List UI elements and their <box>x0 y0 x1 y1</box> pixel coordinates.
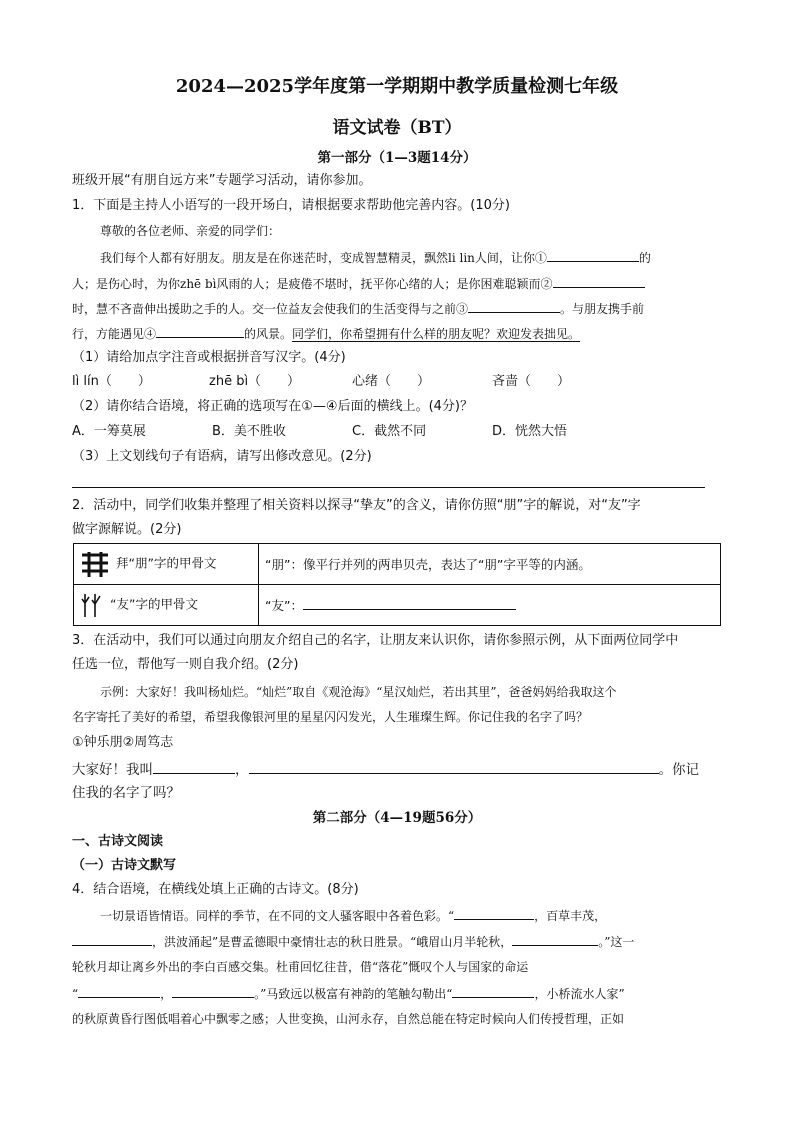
oracle-bone-table <box>73 543 721 626</box>
q1-passage-text: 人；是伤心时，为你zhē bì风雨的人；是疲倦不堪时，抚平你心绪的人；是你困难聪颖而② <box>72 277 553 291</box>
q4-line3: 轮秋月却让离乡外出的李白百感交集。杜甫回忆往昔，借“落花”慨叹个人与国家的命运 <box>72 960 529 974</box>
blank-4[interactable] <box>156 324 244 338</box>
q1-greeting: 尊敬的各位老师、亲爱的同学们： <box>100 224 281 238</box>
q2-stem-line2: 做字源解说。(2分) <box>72 522 182 537</box>
name-blank[interactable] <box>153 760 235 774</box>
q1-passage-text: 。与朋友携手前 <box>560 302 645 316</box>
q4-text: 。”马致远以极富有神韵的笔触勾勒出“ <box>254 987 453 1001</box>
q3-answer-line2: 住我的名字了吗？ <box>72 785 180 801</box>
q3-answer-text: 大家好！我叫 <box>72 762 153 778</box>
q4-text: ，洪波涌起”是曹孟德眼中豪情壮志的秋日胜景。“峨眉山月半轮秋， <box>152 935 513 949</box>
page-title: 2024—2025学年度第一学期期中教学质量检测七年级 <box>175 76 619 97</box>
q3-example-line1: 示例：大家好！我叫杨灿烂。“灿烂”取自《观沧海》“星汉灿烂，若出其里”，爸爸妈妈给我取这个 <box>100 685 617 699</box>
q1-sub3: （3）上文划线句子有语病，请写出修改意见。(2分) <box>72 449 372 464</box>
oracle-peng-glyph-icon <box>80 550 110 578</box>
q1-passage-text: 我们每个人都有好朋友。朋友是在你迷茫时，变成智慧精灵，飘然li lin人间，让你① <box>100 251 547 265</box>
q4-text: 。”这一 <box>598 935 635 949</box>
part1-heading: 第一部分（1—3题14分） <box>317 150 477 166</box>
option-c: C．截然不同 <box>352 424 427 439</box>
q4-line5: 的秋原黄昏行图低唱着心中飘零之感；人世变换，山河永存，自然总能在特定时候向人们传授哲理，正如 <box>72 1012 625 1026</box>
option-b: B．美不胜收 <box>212 424 286 439</box>
q2-stem-line1: 2．活动中，同学们收集并整理了相关资料以探寻“挚友”的含义，请你仿照“朋”字的解说，对“友”字 <box>72 498 641 513</box>
table-label-cell <box>74 585 259 626</box>
poem-blank-5[interactable] <box>172 984 254 998</box>
q3-answer-line1 <box>72 760 722 779</box>
section-heading: 一、古诗文阅读 <box>72 834 164 849</box>
table-text-cell: “朋”：像平行并列的两串贝壳，表达了“朋”字平等的内涵。 <box>259 544 721 585</box>
option-a: A．一筹莫展 <box>72 424 146 439</box>
q4-text: ，小桥流水人家” <box>534 987 625 1001</box>
poem-blank-3[interactable] <box>512 932 598 946</box>
q1-passage-line2 <box>72 274 722 293</box>
part1-intro: 班级开展“有朋自远方来”专题学习活动，请你参加。 <box>72 173 372 188</box>
q1-stem: 1．下面是主持人小语写的一段开场白，请根据要求帮助他完善内容。(10分) <box>72 198 510 213</box>
q1-passage-text: 行，方能遇见④ <box>72 327 157 341</box>
pinyin-item: lì lín（ ） <box>72 374 151 389</box>
table-label: 拜“朋”字的甲骨文 <box>116 555 217 571</box>
q3-answer-text: 。你记 <box>658 762 699 778</box>
q4-text: “ <box>72 987 79 1001</box>
q3-stem-line1: 3．在活动中，我们可以通过向朋友介绍自己的名字，让朋友来认识你，请你参照示例，从下面两位同学中 <box>72 633 679 648</box>
poem-blank-4[interactable] <box>78 984 160 998</box>
q3-answer-text: ， <box>235 762 249 778</box>
table-label-cell <box>74 544 259 585</box>
q1-passage-line1 <box>100 248 750 267</box>
blank-3[interactable] <box>468 299 560 313</box>
oracle-you-glyph-icon <box>80 591 104 619</box>
table-label: “友”字的甲骨文 <box>110 596 198 612</box>
table-text-cell <box>259 585 721 626</box>
q1-sub1: （1）请给加点字注音或根据拼音写汉字。(4分) <box>72 350 346 365</box>
poem-blank-1[interactable] <box>454 906 534 920</box>
pinyin-item: 吝啬（ ） <box>492 374 571 389</box>
q3-stem-line2: 任选一位，帮他写一则自我介绍。(2分) <box>72 657 299 672</box>
q3-choices: ①钟乐朋②周笃志 <box>72 735 174 750</box>
pinyin-item: 心绪（ ） <box>352 374 431 389</box>
poem-blank-6[interactable] <box>452 984 534 998</box>
q1-sub2: （2）请你结合语境，将正确的选项写在①—④后面的横线上。(4分)？ <box>72 399 473 414</box>
you-answer-blank[interactable] <box>303 596 516 610</box>
option-d: D．恍然大悟 <box>492 424 568 439</box>
subsection-heading: （一）古诗文默写 <box>72 858 177 873</box>
q1-passage-text: 的 <box>638 251 651 265</box>
q4-line2 <box>72 932 722 951</box>
q1-passage-line3 <box>72 299 722 318</box>
blank-1[interactable] <box>547 248 639 262</box>
q1-passage-text: 时，慧不吝啬伸出援助之手的人。交一位益友会使我们的生活变得与之前③ <box>72 302 469 316</box>
table-text: “友”： <box>265 598 303 613</box>
q4-text: ，百草丰茂， <box>534 909 607 923</box>
table-row <box>74 585 721 626</box>
q1-passage-line4 <box>72 324 722 343</box>
underlined-sentence: 同学们，你希望拥有什么样的朋友呢？欢迎发表拙见。 <box>292 327 581 341</box>
q4-line4 <box>72 984 722 1003</box>
blank-2[interactable] <box>553 274 645 288</box>
intro-blank[interactable] <box>249 760 659 774</box>
answer-line[interactable] <box>72 487 705 488</box>
q4-stem: 4．结合语境，在横线处填上正确的古诗文。(8分) <box>72 882 359 897</box>
q4-text: 一切景语皆情语。同样的季节，在不同的文人骚客眼中各着色彩。“ <box>100 909 455 923</box>
table-row <box>74 544 721 585</box>
page-subtitle: 语文试卷（BT） <box>332 118 462 138</box>
part2-heading: 第二部分（4—19题56分） <box>312 810 482 826</box>
poem-blank-2[interactable] <box>72 932 152 946</box>
q3-example-line2: 名字寄托了美好的希望，希望我像银河里的星星闪闪发光，人生璀璨生辉。你记住我的名字了吗？ <box>72 710 589 724</box>
q4-line1 <box>100 906 750 925</box>
q4-text: ， <box>160 987 173 1001</box>
pinyin-item: zhē bì（ ） <box>209 374 301 389</box>
q1-passage-text: 的风景。 <box>244 327 293 341</box>
